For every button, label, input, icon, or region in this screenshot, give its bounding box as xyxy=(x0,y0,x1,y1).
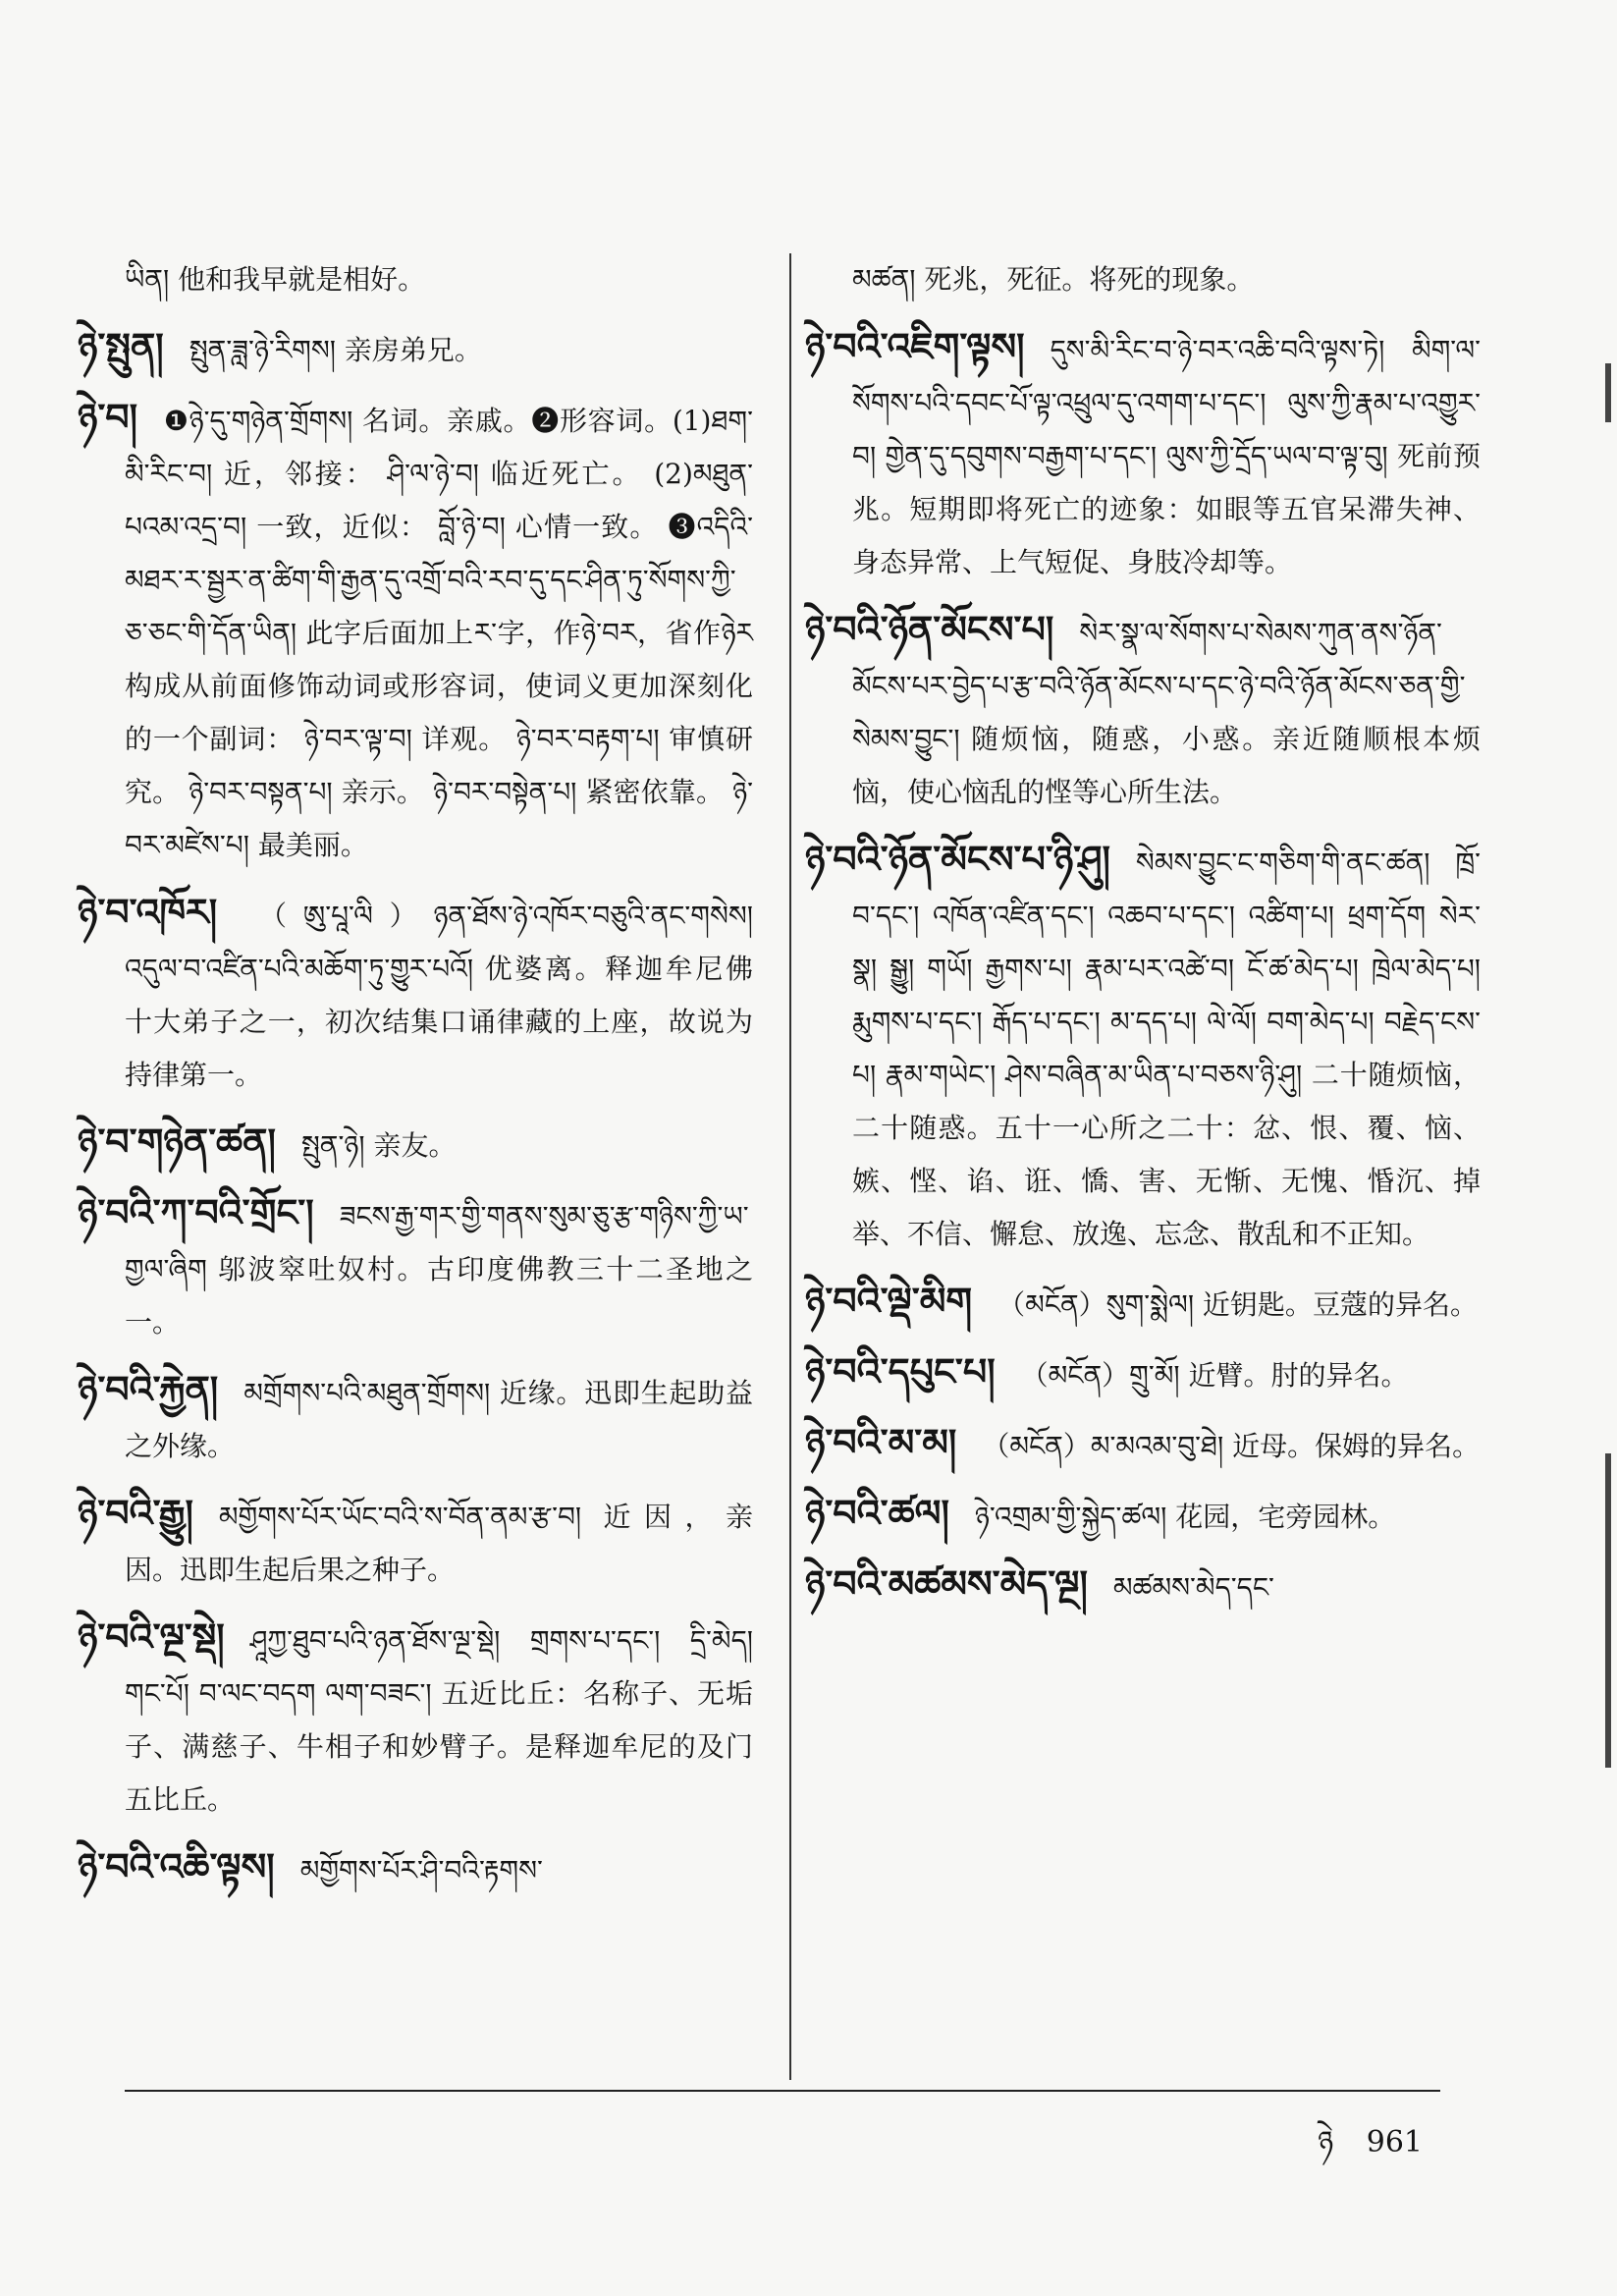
dictionary-entry xyxy=(852,253,1481,306)
entry-definition: སེར་སྣ་ལ་སོགས་པ་སེམས་ཀུན་ནས་ཉོན་མོངས་པར་བྱེད་པ་རྩ་བའི་ཉོན་མོངས་པ་དང་ཉེ་བའི་ཉོན་མོངས་ཅན་གྱི་སེམས་བྱུང་། 随烦恼，随惑，小惑。亲近随顺根本烦恼，使心恼乱的悭等心所生法。 xyxy=(852,617,1481,808)
entry-definition: དུས་མི་རིང་བ་ཉེ་བར་འཆི་བའི་ལྟས་ཏེ། མིག་ལ་སོགས་པའི་དབང་པོ་ལྟ་འཕྲུལ་དུ་འགག་པ་དང་། ལུས་ཀྱི་རྣམ་པ་འགྱུར་བ། གྱེན་དུ་དབུགས་བརྒྱག་པ་དང་། ལུས་ཀྱི་དྲོད་ཡལ་བ་ལྟ་བུ། 死前预兆。短期即将死亡的迹象：如眼等五官呆滞失神、身态异常、上气短促、身肢冷却等。 xyxy=(852,334,1481,578)
footer-letter: ཉེ xyxy=(1318,2125,1334,2159)
dictionary-entry xyxy=(805,1416,1481,1473)
entry-headword: ཉེ་བའི་འཆི་ལྟས། xyxy=(78,1844,275,1888)
entry-definition: མགྱོགས་པོར་ཡོང་བའི་ས་བོན་ནམ་རྩ་བ། 近因，亲因。迅即生起后果之种子。 xyxy=(125,1501,753,1586)
entry-definition: མགྱོགས་པོར་ཤི་བའི་རྟགས་ xyxy=(299,1854,543,1886)
entry-headword: ཉེ་བའི་དཔུང་པ། xyxy=(805,1349,996,1394)
dictionary-entry xyxy=(78,1186,753,1349)
page-footer xyxy=(1294,2109,1423,2192)
entry-definition: སེམས་བྱུང་ང་གཅིག་གི་ནང་ཚན། ཁྲོ་བ་དང་། འཁོན་འཛིན་དང་། འཆབ་པ་དང་། འཚིག་པ། ཕྲག་དོག སེར་སྣ། སྒྱུ། གཡོ། རྒྱགས་པ། རྣམ་པར་འཚེ་བ། ངོ་ཚ་མེད་པ། ཁྲེལ་མེད་པ། རྨུགས་པ་དང་། རྒོད་པ་དང་། མ་དད་པ། ལེ་ལོ། བག་མེད་པ། བརྗེད་ངས་པ། རྣམ་གཡེང་། ཤེས་བཞིན་མ་ཡིན་པ་བཅས་ཉི་ཤུ། 二十随烦恼，二十随惑。五十一心所之二十：忿、恨、覆、恼、嫉、悭、谄、诳、憍、害、无惭、无愧、惛沉、掉举、不信、懈怠、放逸、忘念、散乱和不正知。 xyxy=(852,847,1481,1250)
entry-headword: ཉེ་བ་གཉེན་ཚན། xyxy=(78,1120,276,1164)
dictionary-entry xyxy=(78,1363,753,1473)
entry-headword: ཉེ་བ་འཁོར། xyxy=(78,890,218,934)
dictionary-entry xyxy=(78,320,753,377)
entry-headword: ཉེ་བའི་མཚམས་མེད་ལྔ། xyxy=(805,1561,1088,1606)
dictionary-entry xyxy=(805,1345,1481,1402)
footer-rule xyxy=(125,2090,1440,2092)
entry-definition: （ཨུ་པཱ་ལི）ཉན་ཐོས་ཉེ་འཁོར་བཅུའི་ནང་གསེས། འདུལ་བ་འཛིན་པའི་མཆོག་ཏུ་གྱུར་པའོ། 优婆离。释迦牟尼佛十大弟子之一，初次结集口诵律藏的上座，故说为持律第一。 xyxy=(125,900,753,1091)
entry-definition: ཟངས་རྒྱ་གར་གྱི་གནས་སུམ་ཅུ་རྩ་གཉིས་ཀྱི་ཡ་གྱལ་ཞིག 邬波窣吐奴村。古印度佛教三十二圣地之一。 xyxy=(125,1200,753,1339)
entry-headword: ཉེ་བའི་ཉོན་མོངས་པ། xyxy=(805,607,1054,651)
dictionary-entry xyxy=(78,1611,753,1827)
entry-definition: སྤུན་ཟླ་ཉེ་རིགས། 亲房弟兄。 xyxy=(189,334,482,366)
left-column xyxy=(78,253,753,1911)
dictionary-entry xyxy=(78,886,753,1102)
entry-definition: ཉེ་འགྲམ་གྱི་སྐྱེད་ཚལ། 花园，宅旁园林。 xyxy=(974,1501,1396,1533)
entry-headword: ཉེ་བའི་ཚལ། xyxy=(805,1491,949,1535)
page-number: 961 xyxy=(1366,2125,1423,2159)
dictionary-entry xyxy=(78,1116,753,1173)
entry-definition: （མངོན）མ་མའམ་བུ་ཐེ། 近母。保姆的异名。 xyxy=(982,1430,1481,1462)
entry-definition: ཡིན། 他和我早就是相好。 xyxy=(125,263,426,296)
dictionary-entry xyxy=(78,391,753,872)
dictionary-entry xyxy=(78,1487,753,1597)
entry-definition: （མངོན）སུག་སྨེལ། 近钥匙。豆蔻的异名。 xyxy=(997,1288,1478,1321)
entry-headword: ཉེ་བའི་ལྔ་སྡེ། xyxy=(78,1614,225,1659)
dictionary-entry xyxy=(805,833,1481,1261)
entry-definition: ཤཱཀྱ་ཐུབ་པའི་ཉན་ཐོས་ལྔ་སྡེ། གྲགས་པ་དང་། དྲི་མེད། གང་པོ། བ་ལང་བདག ལག་བཟང་། 五近比丘：名称子、无垢子、满慈子、牛相子和妙臂子。是释迦牟尼的及门五比丘。 xyxy=(125,1624,753,1816)
entry-headword: ཉེ་སྤུན། xyxy=(78,324,164,368)
entry-definition: མཚན། 死兆，死征。将死的现象。 xyxy=(852,263,1255,296)
entry-headword: ཉེ་བ། xyxy=(78,395,138,439)
entry-definition: ❶ཉེ་དུ་གཉེན་གྲོགས། 名词。亲戚。❷形容词。(1)ཐག་མི་རིང་བ། 近，邻接： ཤི་ལ་ཉེ་བ། 临近死亡。 (2)མཐུན་པའམ་འདྲ་བ། 一致，近似： བློ་ཉེ་བ། 心情一致。 ❸འདིའི་མཐར་ར་སྦྱར་ན་ཚིག་གི་རྒྱན་དུ་འགྲོ་བའི་རབ་དུ་དང་ཤིན་ཏུ་སོགས་ཀྱི་ཅ་ཅང་གི་དོན་ཡིན། 此字后面加上ར་字，作ཉེ་བར，省作ཉེར构成从前面修饰动词或形容词，使词义更加深刻化的一个副词： ཉེ་བར་ལྟ་བ། 详观。 ཉེ་བར་བརྟག་པ། 审慎研究。 ཉེ་བར་བསྟན་པ། 亲示。 ཉེ་བར་བསྟེན་པ། 紧密依靠。 ཉེ་བར་མཛེས་པ། 最美丽。 xyxy=(125,405,753,861)
entry-definition: སྤུན་ཉེ། 亲友。 xyxy=(300,1129,457,1162)
entry-headword: ཉེ་བའི་ལྡེ་མིག xyxy=(805,1279,973,1323)
entry-headword: ཉེ་བའི་འཇིག་ལྟས། xyxy=(805,324,1025,368)
entry-definition: མཚམས་མེད་དང་ xyxy=(1112,1571,1274,1604)
dictionary-entry xyxy=(805,603,1481,819)
dictionary-entry xyxy=(125,253,753,306)
dictionary-entry xyxy=(805,1558,1481,1614)
entry-headword: ཉེ་བའི་ཉོན་མོངས་པ་ཉི་ཤུ། xyxy=(805,837,1110,881)
column-divider xyxy=(789,253,791,2080)
entry-definition: མགྲོགས་པའི་མཐུན་གྲོགས། 近缘。迅即生起助益之外缘。 xyxy=(125,1377,753,1462)
edge-mark xyxy=(1605,363,1611,422)
dictionary-entry xyxy=(805,320,1481,589)
entry-headword: ཉེ་བའི་ཀ་བའི་གྲོང་། xyxy=(78,1190,314,1234)
edge-mark xyxy=(1605,1453,1611,1768)
dictionary-entry xyxy=(805,1487,1481,1544)
dictionary-entry xyxy=(78,1840,753,1897)
entry-headword: ཉེ་བའི་རྒྱུ། xyxy=(78,1491,193,1535)
dictionary-entry xyxy=(805,1275,1481,1332)
entry-headword: ཉེ་བའི་རྐྱེན། xyxy=(78,1367,219,1411)
entry-headword: ཉེ་བའི་མ་མ། xyxy=(805,1420,957,1464)
right-column xyxy=(805,253,1481,1628)
entry-definition: （མངོན）གྲུ་མོ། 近臂。肘的异名。 xyxy=(1020,1359,1409,1392)
